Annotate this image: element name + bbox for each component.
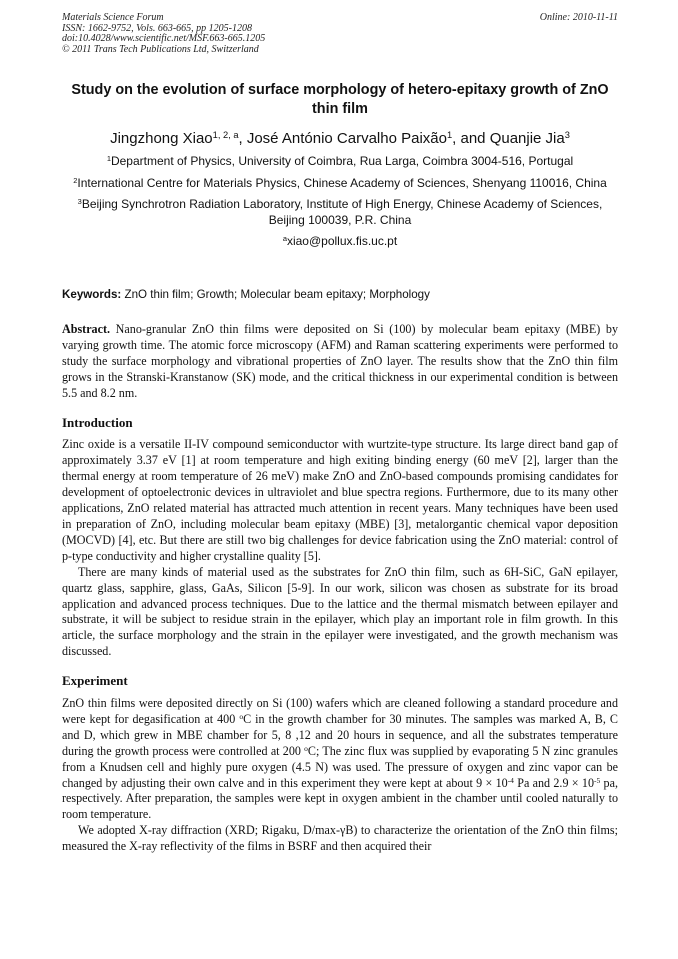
journal-header [62, 13, 618, 55]
exponent-sup: -4 [507, 775, 514, 785]
paragraph [62, 696, 618, 823]
doi-line: doi:10.4028/www.scientific.net/MSF.663-665.1205 [62, 33, 266, 45]
affil-sup: 3 [77, 196, 82, 206]
author-separator: , and [452, 130, 490, 147]
email-sup: a [282, 233, 287, 243]
affiliations [62, 154, 618, 250]
affil-text: International Centre for Materials Physics, Chinese Academy of Sciences, Shenyang 110016, China [77, 175, 607, 190]
section-heading-introduction: Introduction [62, 414, 133, 430]
email-text[interactable]: xiao@pollux.fis.uc.pt [286, 234, 398, 248]
author-name: José António Carvalho Paixão [246, 130, 447, 147]
affiliation [62, 154, 618, 170]
text-run: C in the growth chamber for 30 minutes. The samples was marked A, B, C and D, which grew in MBE chamber for 5, 8 ,12 and 20 hours in sequence, and all the substrates temperature during the growth process were controlled at 200 [62, 711, 618, 758]
degree-sup: o [239, 711, 244, 721]
author-affil-sup: 1 [446, 129, 453, 140]
author-email[interactable] [62, 234, 618, 250]
section-heading-experiment: Experiment [62, 673, 128, 689]
issn-line: ISSN: 1662-9752, Vols. 663-665, pp 1205-1208 [62, 22, 252, 34]
abstract [62, 322, 618, 402]
author-separator: , [238, 130, 247, 147]
journal-name: Materials Science Forum [62, 12, 164, 23]
author-list [62, 129, 618, 148]
paragraph: Zinc oxide is a versatile II-IV compound semiconductor with wurtzite-type structure. Its large direct band gap of approximately 3.37 eV [1] at room temperature and high exiting binding energy (60 meV [2], larger than the thermal energy at room temperature of 26 meV) make ZnO and ZnO-based compounds promising candidates for development of optoelectronic devices in ultraviolet and blue spectra regions. Furthermore, due to its many other applications, ZnO related material has attracted much attention in recent years. Many techniques have been used in preparation of ZnO, including molecular beam epitaxy (MBE) [3], metalorgantic chemical vapor deposition (MOCVD) [4], etc. But there are still two big challenges for device fabrication using the ZnO material: control of p-type conductivity and higher crystalline quality [5]. [62, 437, 618, 563]
affiliation [62, 197, 618, 228]
copyright-line: © 2011 Trans Tech Publications Ltd, Switzerland [62, 43, 259, 55]
paragraph: There are many kinds of material used as the substrates for ZnO thin film, such as 6H-SiC, GaN epilayer, quartz glass, sapphire, glass, GaAs, Silicon [5-9]. In our work, silicon was chosen as substrate for its broad application and advanced process techniques. Due to the lattice and the thermal mismatch between epilayer and substrate, it will be subject to residue strain in the epilayer, which play an important role in film growth. In this article, the surface morphology and the strain in the epilayer were investigated, and the growth mechanism was discussed. [62, 564, 618, 659]
exponent-sup: -5 [594, 775, 601, 785]
text-run: ZnO thin films were deposited directly on Si (100) wafers which are cleaned following a standard procedure and were kept for degasification at 400 [62, 696, 618, 726]
author-affil-sup: 3 [564, 129, 570, 140]
online-date: Online: 2010-11-11 [539, 12, 618, 23]
abstract-text: Nano-granular ZnO thin films were deposited on Si (100) by molecular beam epitaxy (MBE) by varying growth time. The atomic force microscopy (AFM) and Raman scattering experiments were performed to study the surface morphology and vibrational properties of ZnO layer. The results show that the ZnO thin film grows in the Stranski-Kranstanow (SK) mode, and the critical thickness in our experimental condition is between 5.5 and 8.2 nm. [62, 322, 618, 400]
author-name: Quanjie Jia [489, 130, 565, 147]
author-name: Jingzhong Xiao [110, 130, 213, 147]
affil-sup: 2 [73, 175, 78, 185]
affil-text: Beijing Synchrotron Radiation Laboratory, Institute of High Energy, Chinese Academy of Sciences, Beijing 100039, P.R. China [81, 197, 603, 227]
keywords-text: ZnO thin film; Growth; Molecular beam epitaxy; Morphology [121, 288, 430, 301]
abstract-label: Abstract. [62, 322, 111, 336]
degree-sup: o [304, 743, 308, 753]
text-run: Pa and 2.9 × 10 [513, 775, 594, 790]
affil-text: Department of Physics, University of Coimbra, Rua Larga, Coimbra 3004-516, Portugal [110, 154, 574, 168]
paragraph: We adopted X-ray diffraction (XRD; Rigaku, D/max-γB) to characterize the orientation of the ZnO thin films; measured the X-ray reflectivity of the films in BSRF and then acquired their [62, 823, 618, 854]
affil-sup: 1 [106, 153, 111, 163]
keywords-label: Keywords: [62, 288, 122, 301]
paper-body [62, 322, 618, 855]
author-affil-sup: 1, 2, a [212, 129, 239, 140]
text-run: pa, respectively. After preparation, the samples were kept in oxygen ambient in the chamber until cooled naturally to room temperature. [62, 775, 618, 822]
text-run: C; The zinc flux was supplied by evaporating 5 N zinc granules from a Knudsen cell and highly pure oxygen (4.5 N) was used. The pressure of oxygen and zinc vapor can be changed by adjusting their own calve and in this experiment they were kept at about 9 × 10 [62, 743, 618, 790]
paper-title: Study on the evolution of surface morphology of hetero-epitaxy growth of ZnO thin film [71, 82, 609, 117]
affiliation [62, 176, 618, 192]
keywords [62, 287, 618, 302]
